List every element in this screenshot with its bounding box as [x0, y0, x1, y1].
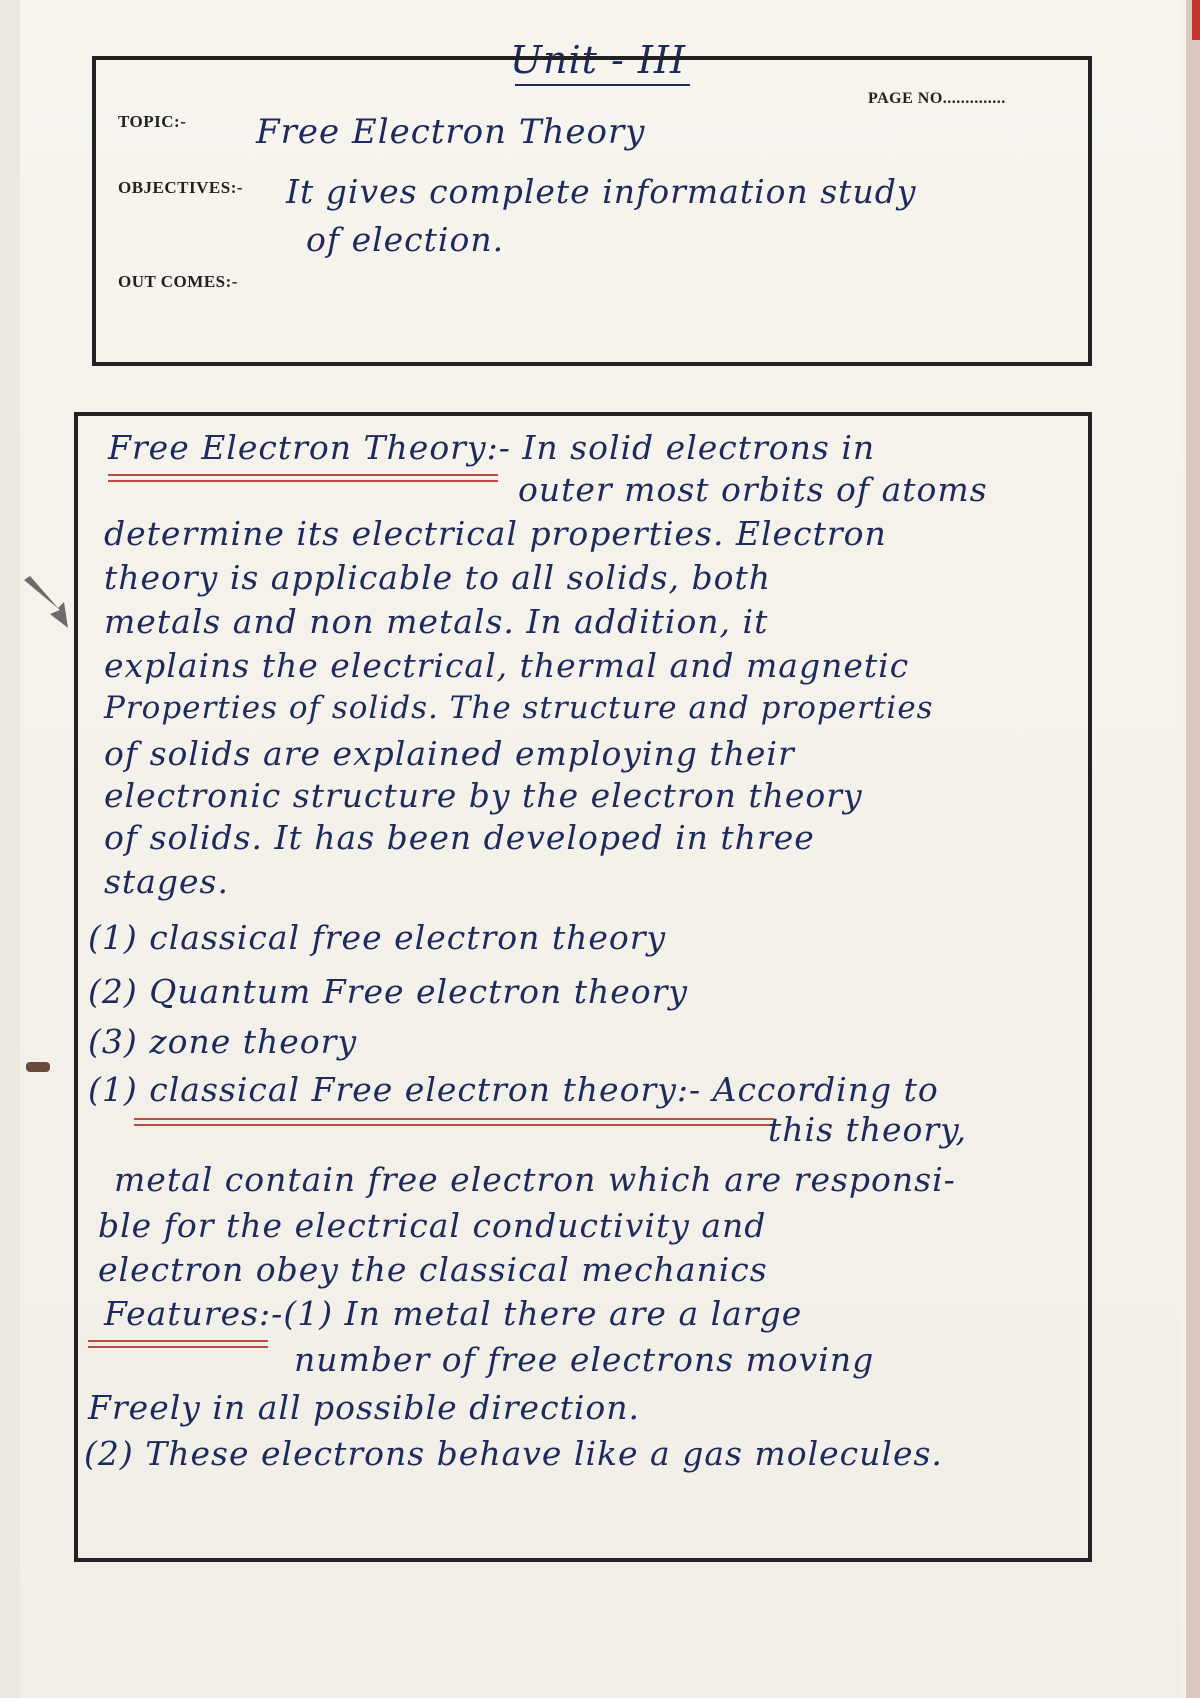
heading-underline — [108, 480, 498, 482]
objectives-label: OBJECTIVES:- — [118, 178, 244, 197]
arrow-icon — [20, 572, 80, 632]
note-line: metal contain free electron which are responsi- — [114, 1160, 956, 1199]
features-underline — [88, 1346, 268, 1348]
page-edge-left — [0, 0, 20, 1698]
note-line: (2) Quantum Free electron theory — [88, 972, 689, 1011]
notes-box — [74, 412, 1092, 1562]
note-line: determine its electrical properties. Electron — [104, 514, 887, 553]
note-line: ble for the electrical conductivity and — [98, 1206, 767, 1245]
note-line: number of free electrons moving — [294, 1340, 875, 1379]
note-line: Free Electron Theory:- In solid electrons in — [108, 428, 876, 467]
note-line: this theory, — [768, 1110, 967, 1149]
header-box — [92, 56, 1092, 366]
page-edge-right — [1186, 0, 1200, 1698]
page-number-label: PAGE NO.............. — [868, 90, 1006, 107]
note-line: (2) These electrons behave like a gas molecules. — [84, 1434, 943, 1473]
margin-bullet — [26, 1062, 50, 1072]
unit-heading: Unit - III — [510, 38, 686, 82]
note-line: theory is applicable to all solids, both — [104, 558, 772, 597]
note-line: of solids. It has been developed in three — [104, 818, 815, 857]
note-line: metals and non metals. In addition, it — [104, 602, 769, 641]
objectives-line-2: of election. — [306, 220, 505, 259]
note-line: Freely in all possible direction. — [88, 1388, 640, 1427]
outcomes-label: OUT COMES:- — [118, 272, 238, 291]
note-line: of solids are explained employing their — [104, 734, 795, 773]
note-line: (1) classical free electron theory — [88, 918, 667, 957]
note-line: explains the electrical, thermal and magnetic — [104, 646, 910, 685]
note-line: (1) classical Free electron theory:- According to — [88, 1070, 939, 1109]
note-line: electron obey the classical mechanics — [98, 1250, 768, 1289]
note-line: Features:-(1) In metal there are a large — [104, 1294, 803, 1333]
note-line: electronic structure by the electron theory — [104, 776, 863, 815]
heading-underline — [108, 474, 498, 476]
features-underline — [88, 1340, 268, 1342]
section-underline — [134, 1124, 774, 1126]
note-line: (3) zone theory — [88, 1022, 358, 1061]
section-underline — [134, 1118, 774, 1120]
topic-label: TOPIC:- — [118, 112, 187, 131]
red-margin-mark — [1192, 0, 1200, 40]
topic-value: Free Electron Theory — [256, 112, 646, 152]
objectives-line-1: It gives complete information study — [286, 172, 917, 211]
note-line: stages. — [104, 862, 229, 901]
note-line: Properties of solids. The structure and properties — [104, 690, 934, 726]
note-line: outer most orbits of atoms — [518, 470, 988, 509]
